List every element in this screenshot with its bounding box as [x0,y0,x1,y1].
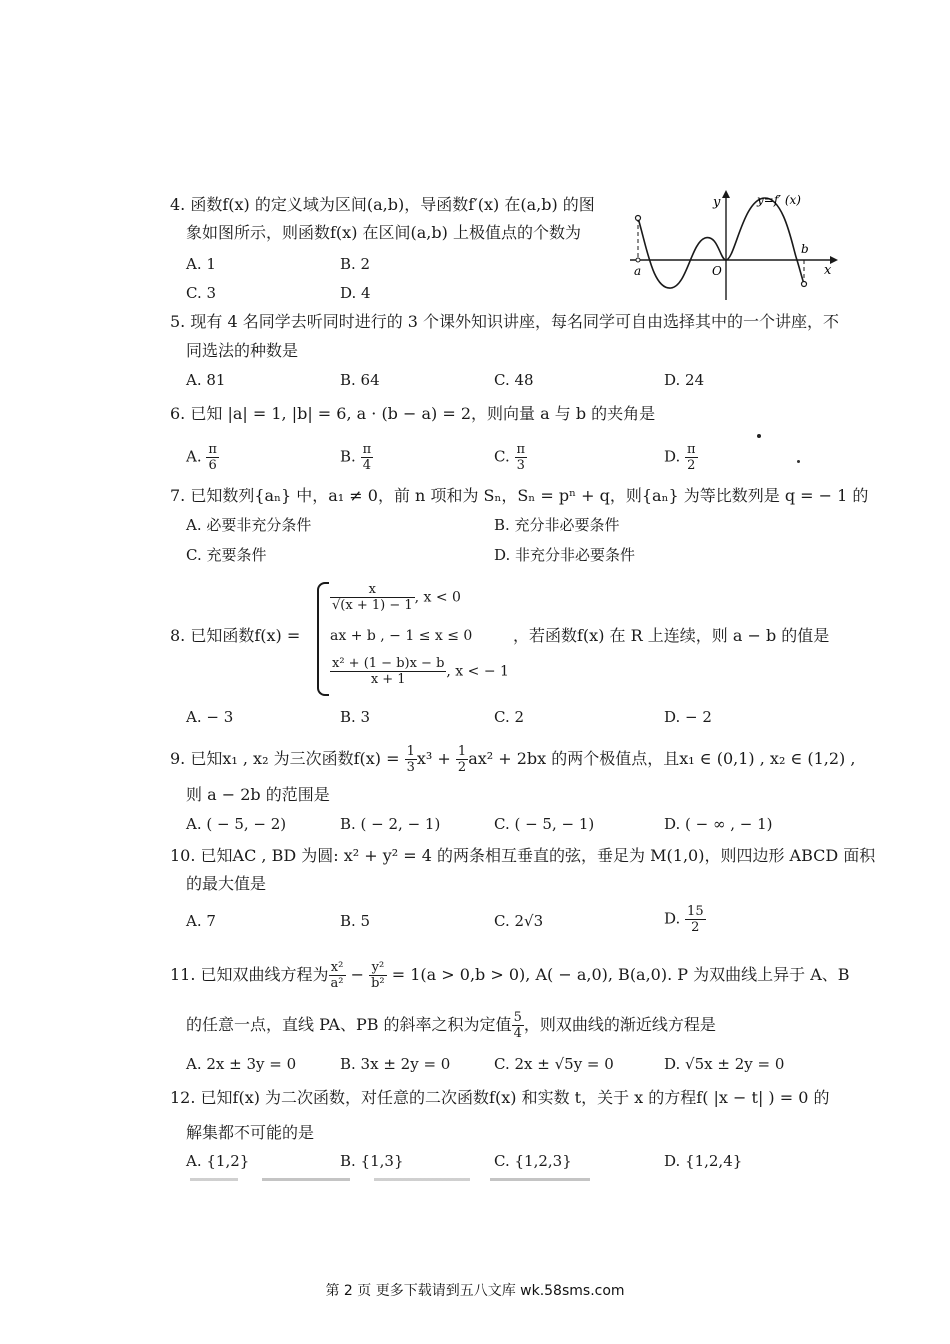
q12-option-c: C. {1,2,3} [494,1152,572,1170]
q9-stem-line2: 则 a − 2b 的范围是 [186,785,330,804]
q8-option-d: D. − 2 [664,708,712,726]
q4-stem-line2: 象如图所示，则函数f(x) 在区间(a,b) 上极值点的个数为 [186,223,581,242]
q8-piecewise-brace [317,582,329,696]
q6-option-a-label: A. [186,447,202,466]
q4-stem-line1: 4. 函数f(x) 的定义域为区间(a,b)，导函数f′(x) 在(a,b) 的图 [170,195,595,214]
q9-option-d: D. ( − ∞ , − 1) [664,815,773,833]
q11-option-a: A. 2x ± 3y = 0 [186,1055,297,1073]
q6-b-num: π [362,442,372,457]
q8-p1-num: x [330,582,415,598]
q11-f1-num: x² [329,960,346,976]
q8-p1-cond: , x < 0 [414,589,461,606]
q9-option-a: A. ( − 5, − 2) [186,815,287,833]
y-axis-label: y [713,195,721,210]
q6-option-d [664,442,698,473]
q4-option-b: B. 2 [340,255,371,273]
q7-option-a: A. 必要非充分条件 [186,516,312,534]
q8-p1-den: √(x + 1) − 1 [332,598,413,613]
q11-option-d: D. √5x ± 2y = 0 [664,1055,785,1073]
q9-fraction-1 [405,744,417,775]
q11-stem-line2 [186,1010,716,1041]
q5-stem-line2: 同选法的种数是 [186,341,299,360]
q10-d-num: 15 [687,904,704,919]
q9-f2-den: 2 [457,760,467,775]
q10-option-d-label: D. [664,909,681,928]
q10-option-c: C. 2√3 [494,912,544,930]
q9-mid: x³ + [416,749,451,768]
q5-option-b: B. 64 [340,371,380,389]
q11-f2-den: b² [371,976,385,991]
q11-fraction-x [329,960,346,991]
q12-stem-line2: 解集都不可能的是 [186,1123,315,1142]
q12-option-d: D. {1,2,4} [664,1152,743,1170]
scan-dot [797,460,800,463]
q9-f1-num: 1 [406,744,415,759]
q5-stem-line1: 5. 现有 4 名同学去听同时进行的 3 个课外知识讲座，每名同学可自由选择其中的一个讲座，不 [170,312,840,331]
q4-option-d: D. 4 [340,284,371,302]
b-label: b [801,242,809,256]
q8-p3-cond: , x < − 1 [446,663,509,680]
q10-option-d-fraction [685,904,706,935]
q10-stem-line1: 10. 已知AC , BD 为圆: x² + y² = 4 的两条相互垂直的弦，垂足为 M(1,0)，则四边形 ABCD 面积 [170,846,876,865]
q5-option-c: C. 48 [494,371,534,389]
q11-f3-num: 5 [513,1010,522,1025]
q6-option-c [494,442,527,473]
q9-stem-a: 9. 已知x₁ , x₂ 为三次函数f(x) = [170,749,400,768]
q11-minus: − [350,965,365,984]
q9-fraction-2 [456,744,468,775]
q7-option-c: C. 充要条件 [186,546,267,564]
q11-stem2-a: 的任意一点，直线 PA、PB 的斜率之积为定值 [186,1015,512,1034]
q5-option-d: D. 24 [664,371,705,389]
q6-c-num: π [516,442,526,457]
q11-stem-a: 11. 已知双曲线方程为 [170,965,329,984]
q6-option-b [340,442,373,473]
q8-piece-2: ax + b , − 1 ≤ x ≤ 0 [330,628,473,644]
open-endpoint-b [802,282,807,287]
q9-stem-line1 [170,744,855,775]
q9-stem-b: ax² + 2bx 的两个极值点，且x₁ ∈ (0,1) , x₂ ∈ (1,2) , [468,749,856,768]
q8-p3-den: x + 1 [370,672,406,687]
open-endpoint-a [636,216,641,221]
q8-option-b: B. 3 [340,708,371,726]
q8-piece-1-fraction [330,582,415,613]
q11-fraction-54 [512,1010,524,1041]
q10-option-b: B. 5 [340,912,371,930]
point-a [636,258,640,262]
q7-option-d: D. 非充分非必要条件 [494,546,636,564]
page-footer: 第 2 页 更多下载请到五八文库 wk.58sms.com [325,1283,625,1299]
cut-off-line-artifact [190,1178,590,1181]
q6-d-den: 2 [687,458,696,473]
q9-option-b: B. ( − 2, − 1) [340,815,441,833]
q8-option-c: C. 2 [494,708,525,726]
q11-stem-line1 [170,960,850,991]
q11-f1-den: a² [330,976,344,991]
q11-option-c: C. 2x ± √5y = 0 [494,1055,614,1073]
q6-stem: 6. 已知 |a| = 1, |b| = 6, a · (b − a) = 2，则向量 a 与 b 的夹角是 [170,404,656,423]
q5-option-a: A. 81 [186,371,226,389]
q6-c-den: 3 [516,458,525,473]
q11-stem-b: = 1(a > 0,b > 0), A( − a,0), B(a,0). P 为双曲线上异于 A、B [391,965,850,984]
q11-f2-num: y² [369,960,387,976]
q8-piece-1 [330,582,461,613]
q9-option-c: C. ( − 5, − 1) [494,815,595,833]
a-label: a [634,264,642,278]
q4-option-c: C. 3 [186,284,217,302]
q6-option-a [186,442,219,473]
q6-d-num: π [687,442,696,457]
q8-stem-suffix: ，若函数f(x) 在 R 上连续，则 a − b 的值是 [513,626,830,645]
q8-p3-num: x² + (1 − b)x − b [332,656,445,671]
q6-option-c-label: C. [494,447,510,466]
x-axis-label: x [824,263,832,278]
q8-option-a: A. − 3 [186,708,234,726]
q6-option-b-label: B. [340,447,356,466]
q6-a-den: 6 [208,458,217,473]
q10-option-a: A. 7 [186,912,216,930]
q7-option-b: B. 充分非必要条件 [494,516,620,534]
q10-option-d [664,904,706,935]
q6-option-d-label: D. [664,447,681,466]
q11-fraction-y [369,960,387,991]
q6-b-den: 4 [362,458,371,473]
q10-d-den: 2 [691,920,700,935]
q8-piece-3-fraction [330,656,446,687]
q11-stem2-b: ，则双曲线的渐近线方程是 [523,1015,716,1034]
q6-option-c-fraction [515,442,528,473]
q10-stem-line2: 的最大值是 [186,874,267,893]
q12-stem-line1: 12. 已知f(x) 为二次函数，对任意的二次函数f(x) 和实数 t，关于 x 的方程f( |x − t| ) = 0 的 [170,1088,830,1107]
q11-f3-den: 4 [513,1026,522,1041]
q12-option-b: B. {1,3} [340,1152,404,1170]
q9-f1-den: 3 [406,760,415,775]
q9-f2-num: 1 [457,744,467,759]
q6-option-b-fraction [361,442,374,473]
scan-dot [757,434,761,438]
y-axis-arrow [722,190,730,198]
q11-option-b: B. 3x ± 2y = 0 [340,1055,451,1073]
q12-option-a: A. {1,2} [186,1152,250,1170]
q8-piece-3 [330,656,509,687]
origin-label: O [712,264,722,278]
q7-stem: 7. 已知数列{aₙ} 中，a₁ ≠ 0，前 n 项和为 Sₙ，Sₙ = pⁿ + q，则{aₙ} 为等比数列是 q = − 1 的 [170,486,869,505]
q8-prefix: 8. 已知函数f(x) = [170,626,301,645]
q4-option-a: A. 1 [186,255,216,273]
q6-option-d-fraction [685,442,698,473]
q6-option-a-fraction [206,442,219,473]
function-label: y=f′ (x) [757,193,801,207]
derivative-graph [625,188,840,303]
q6-a-num: π [208,442,217,457]
